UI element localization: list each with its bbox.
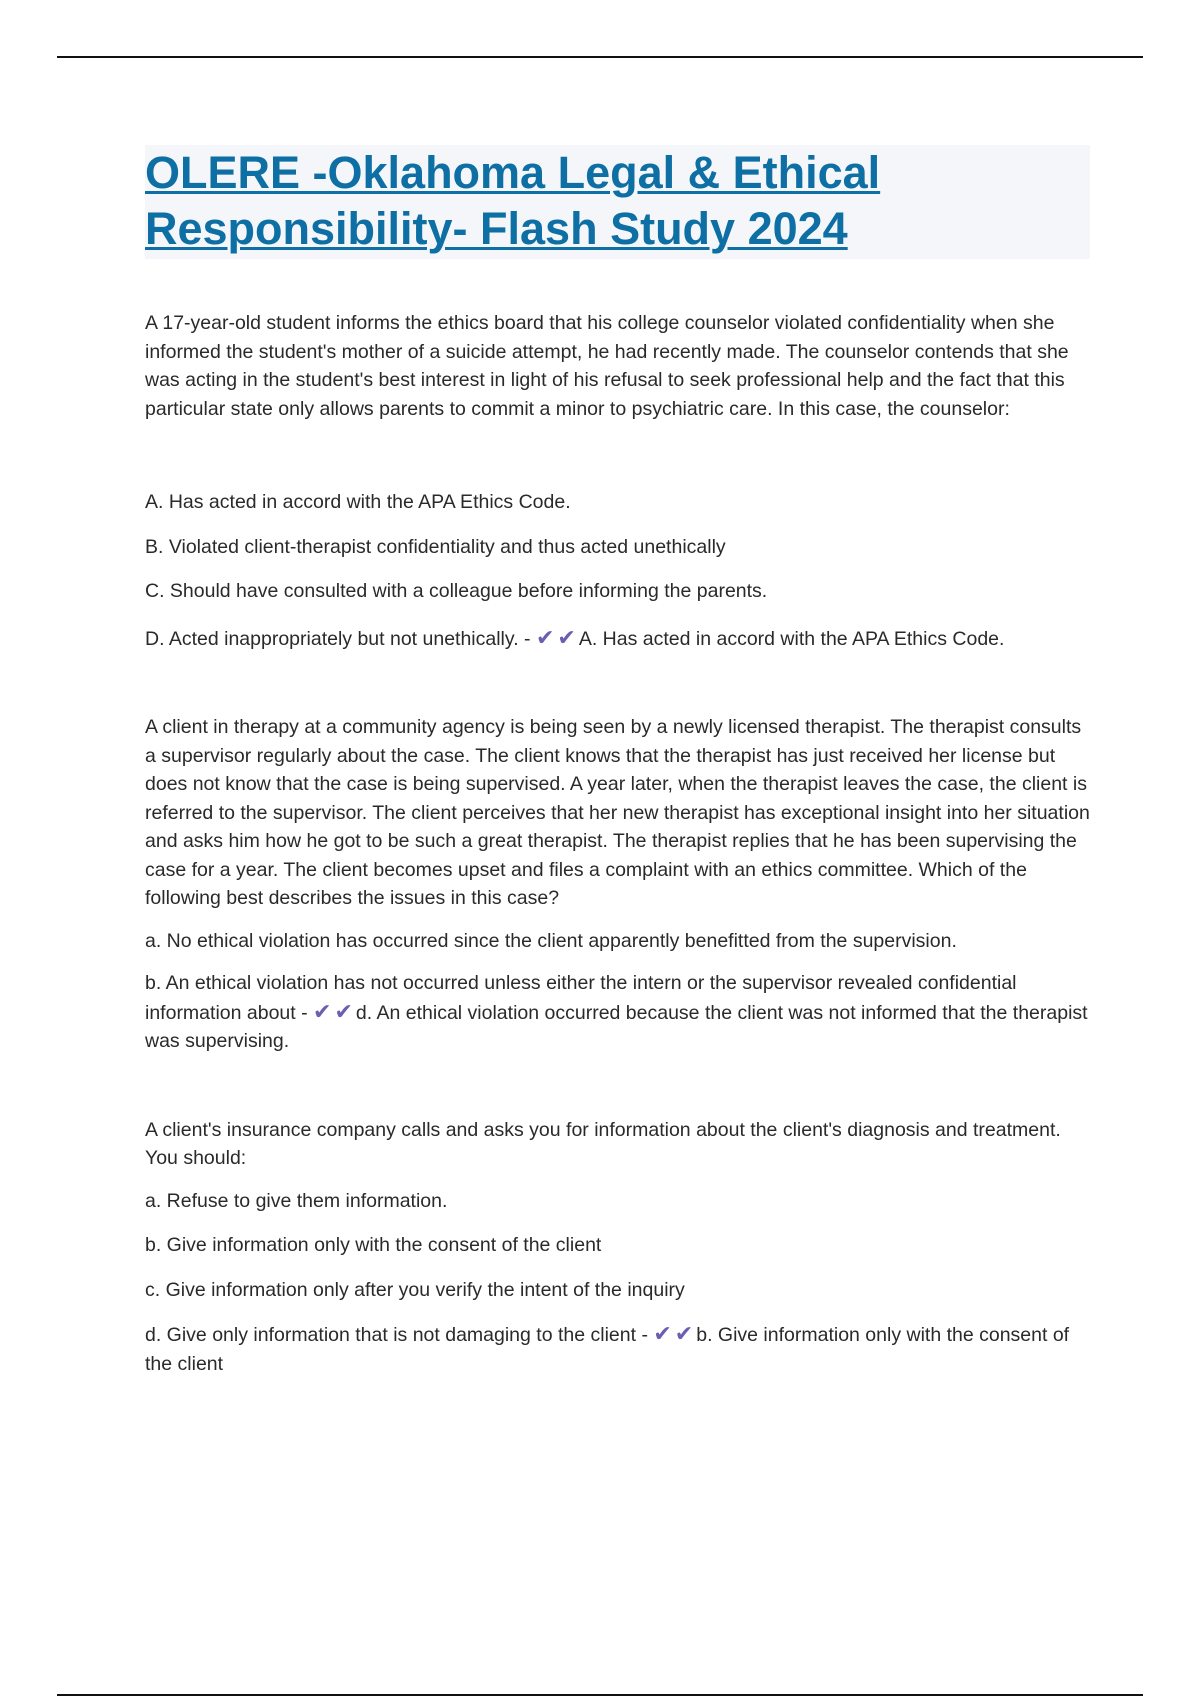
question-block: [145, 1116, 1090, 1379]
option: d. Give only information that is not damaging to the client -: [145, 1324, 648, 1346]
double-check-icon: ✔✔: [313, 998, 356, 1024]
option: B. Violated client-therapist confidentiality and thus acted unethically: [145, 535, 726, 558]
option-with-answer: [145, 969, 1090, 1056]
title-block: [145, 145, 1090, 259]
question-block: [145, 713, 1090, 1056]
answer-text: d. An ethical violation occurred because the client was not informed that the therapist was supervising.: [145, 1001, 1088, 1052]
double-check-icon: ✔✔: [535, 624, 579, 650]
question-text: A client in therapy at a community agency is being seen by a newly licensed therapist. The therapist consults a supervisor regularly about the case. The client knows that the therapist has just received her license but does not know that the case is being supervised. A year later, when the therapist leaves the case, the client is referred to the supervisor. The client perceives that her new therapist has exceptional insight into her situation and asks him how he got to be such a great therapist. The therapist replies that he has been supervising the case for a year. The client becomes upset and files a complaint with an ethics committee. Which of the following best describes the issues in this case?: [145, 716, 1090, 909]
option: C. Should have consulted with a colleague before informing the parents.: [145, 580, 768, 602]
bottom-rule: [57, 1694, 1143, 1696]
option: b. An ethical violation has not occurred unless either the intern or the supervisor revealed confidential information about -: [145, 972, 1017, 1024]
double-check-icon: ✔✔: [653, 1321, 697, 1346]
question-block: [145, 309, 1090, 653]
option-with-answer: [145, 1320, 1090, 1378]
option: A. Has acted in accord with the APA Ethics Code.: [145, 491, 571, 513]
answer-text: A. Has acted in accord with the APA Ethics Code.: [578, 627, 1005, 650]
document-title-line-2: Responsibility- Flash Study 2024: [145, 203, 848, 254]
document-title-line-1: OLERE -Oklahoma Legal & Ethical: [145, 147, 881, 198]
option: D. Acted inappropriately but not unethically. -: [145, 627, 531, 650]
option: c. Give information only after you verify the intent of the inquiry: [145, 1278, 685, 1301]
option: a. Refuse to give them information.: [145, 1189, 448, 1212]
question-text: A client's insurance company calls and asks you for information about the client's diagnosis and treatment. You should:: [145, 1118, 1061, 1169]
top-rule: [57, 56, 1143, 58]
option-with-answer: [145, 624, 1090, 654]
option: b. Give information only with the consent of the client: [145, 1234, 602, 1256]
option: a. No ethical violation has occurred since the client apparently benefitted from the supervision.: [145, 929, 957, 952]
question-text: A 17-year-old student informs the ethics board that his college counselor violated confidentiality when she informed the student's mother of a suicide attempt, he had recently made. The counselor contends that she was acting in the student's best interest in light of his refusal to seek professional help and the fact that this particular state only allows parents to commit a minor to psychiatric care. In this case, the counselor:: [145, 312, 1069, 420]
document-body: [145, 145, 1090, 1378]
answer-text: b. Give information only with the consent of the client: [145, 1324, 1070, 1375]
